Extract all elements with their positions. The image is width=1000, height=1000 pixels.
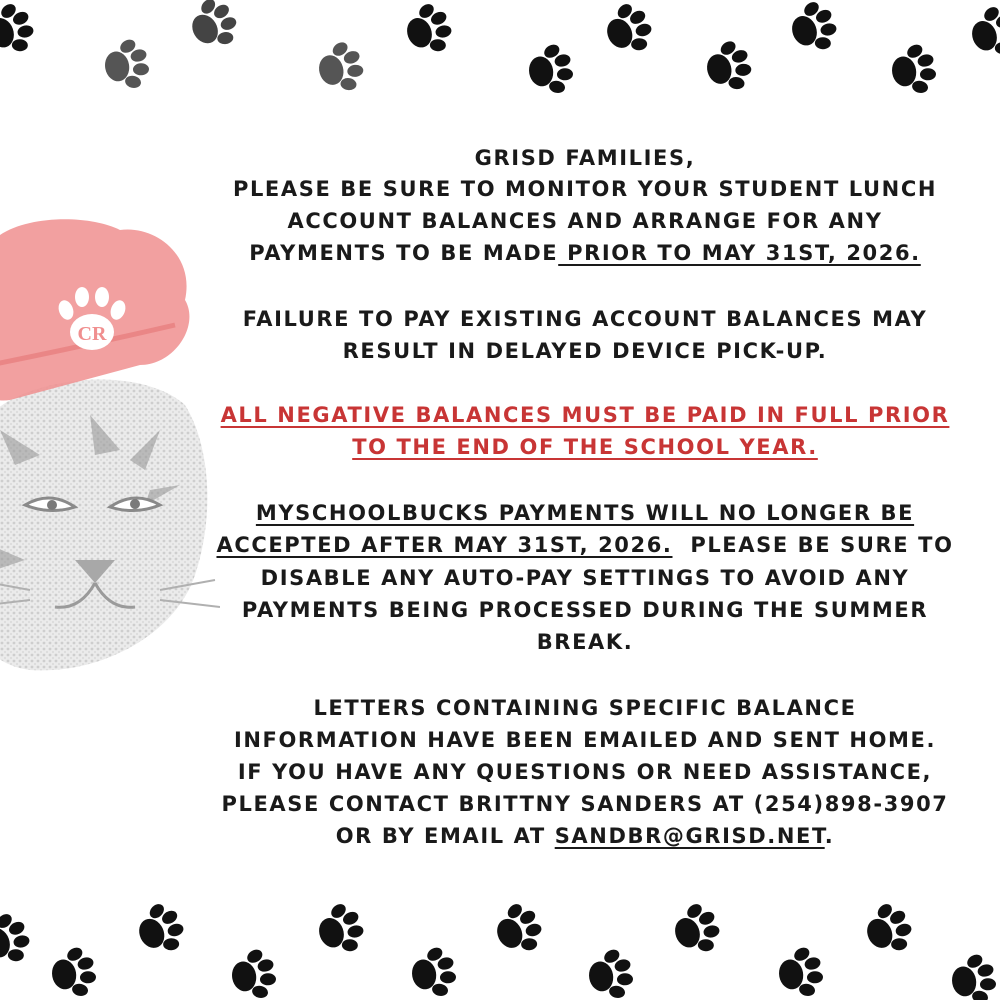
notice-text: .	[824, 824, 835, 848]
paw-print-icon	[483, 895, 551, 965]
paw-print-icon	[580, 944, 639, 1000]
paw-print-icon	[125, 895, 193, 965]
email-link[interactable]: SANDBR@GRISD.NET	[554, 824, 825, 848]
paw-print-icon	[0, 906, 38, 974]
notice-text: PLEASE BE SURE TO	[672, 533, 954, 557]
paw-print-icon	[43, 942, 102, 1000]
paw-print-icon	[394, 0, 459, 64]
paw-print-icon	[779, 0, 844, 62]
contact-line: PLEASE CONTACT BRITTNY SANDERS AT (254)898-3907	[221, 792, 949, 816]
paw-print-icon	[177, 0, 247, 61]
paw-print-icon	[308, 35, 370, 100]
notice-line: DISABLE ANY AUTO-PAY SETTINGS TO AVOID ANY	[260, 566, 910, 590]
paw-print-icon	[853, 895, 921, 965]
paw-print-icon	[959, 0, 1000, 67]
paw-print-icon	[306, 896, 371, 964]
deadline-text: ACCEPTED AFTER MAY 31ST, 2026.	[216, 533, 673, 557]
notice-line: BREAK.	[536, 630, 634, 654]
notice-line: LETTERS CONTAINING SPECIFIC BALANCE	[313, 696, 857, 720]
notice-line: IF YOU HAVE ANY QUESTIONS OR NEED ASSISTANCE,	[237, 760, 933, 784]
cr-paw-logo-icon	[52, 282, 132, 362]
paw-print-icon	[0, 0, 42, 64]
monogram-text: CR	[77, 323, 107, 345]
alert-line: ALL NEGATIVE BALANCES MUST BE PAID IN FULL PRIOR	[220, 403, 950, 427]
notice-line: PAYMENTS BEING PROCESSED DURING THE SUMMER	[241, 598, 929, 622]
paw-print-icon	[662, 896, 727, 964]
greeting: GRISD FAMILIES,	[474, 146, 696, 170]
paw-print-icon	[770, 942, 829, 1000]
notice-line: ACCOUNT BALANCES AND ARRANGE FOR ANY	[287, 209, 883, 233]
notice-line: INFORMATION HAVE BEEN EMAILED AND SENT HOME.	[233, 728, 937, 752]
alert-line: TO THE END OF THE SCHOOL YEAR.	[352, 435, 818, 459]
deadline-text: PRIOR TO MAY 31ST, 2026.	[558, 241, 921, 265]
notice-line: PLEASE BE SURE TO MONITOR YOUR STUDENT LUNCH	[232, 177, 938, 201]
paw-print-icon	[403, 942, 462, 1000]
notice-line: FAILURE TO PAY EXISTING ACCOUNT BALANCES MAY	[242, 307, 928, 331]
notice-line	[190, 238, 980, 268]
notice-line	[190, 530, 980, 560]
paw-print-icon	[696, 34, 758, 99]
paw-print-icon	[883, 39, 942, 101]
notice-line: MYSCHOOLBUCKS PAYMENTS WILL NO LONGER BE	[255, 501, 915, 525]
paw-print-icon	[96, 34, 155, 96]
paw-print-icon	[943, 949, 1000, 1000]
notice-line: RESULT IN DELAYED DEVICE PICK-UP.	[342, 339, 828, 363]
paw-print-icon	[223, 944, 282, 1000]
notice-text: PAYMENTS TO BE MADE	[249, 241, 559, 265]
email-line	[190, 821, 980, 851]
paw-print-icon	[593, 0, 661, 65]
notice-text: OR BY EMAIL AT	[335, 824, 555, 848]
paw-print-icon	[520, 39, 579, 101]
